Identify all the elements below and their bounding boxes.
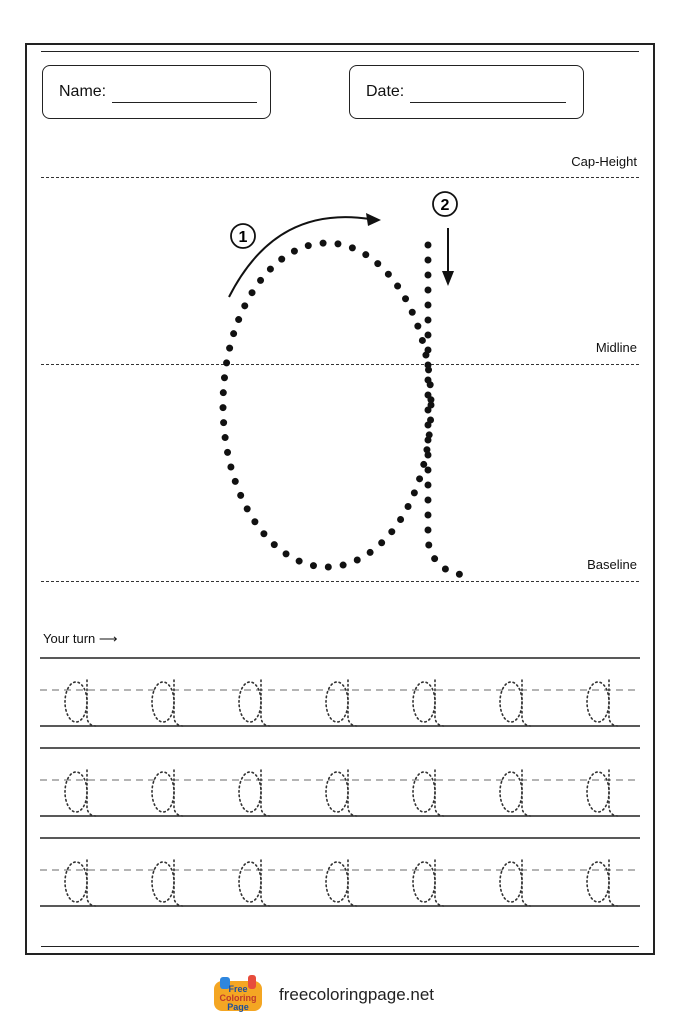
name-label: Name: [59,83,107,100]
arrow-right-icon: ⟶ [98,631,118,646]
practice-row[interactable] [40,838,640,906]
date-label: Date: [366,83,405,100]
logo-text-free: Free [228,984,248,994]
traceable-letter-a[interactable] [152,680,183,726]
traceable-letter-a[interactable] [413,680,444,726]
footer [0,975,683,1015]
step-2-number: 2 [440,197,450,214]
practice-row[interactable] [40,748,640,816]
stroke-2-arrow [442,228,454,286]
traceable-letter-a[interactable] [65,770,96,816]
your-turn-label: Your turn ⟶ [43,631,118,646]
traceable-letter-a[interactable] [239,770,270,816]
site-link[interactable]: freecoloringpage.net [279,985,435,1004]
traceable-letter-a[interactable] [587,680,618,726]
big-letter-a [223,243,468,575]
traceable-letter-a[interactable] [152,770,183,816]
traceable-letter-a[interactable] [413,860,444,906]
traceable-letter-a[interactable] [152,860,183,906]
step-2-badge [433,192,457,216]
practice-rows [40,658,640,906]
traceable-letter-a[interactable] [326,860,357,906]
traceable-letter-a[interactable] [65,860,96,906]
logo-icon [210,975,268,1015]
traceable-letter-a[interactable] [500,770,531,816]
traceable-letter-a[interactable] [326,770,357,816]
cap-height-label: Cap-Height [571,154,637,169]
traceable-letter-a[interactable] [500,860,531,906]
step-1-badge [231,224,255,248]
midline-label: Midline [595,340,637,355]
traceable-letter-a[interactable] [587,770,618,816]
traceable-letter-a[interactable] [413,770,444,816]
stroke-1-arrow [229,213,381,297]
practice-row[interactable] [40,658,640,726]
step-1-number: 1 [238,229,248,246]
traceable-letter-a[interactable] [500,680,531,726]
traceable-letter-a[interactable] [239,860,270,906]
traceable-letter-a[interactable] [65,680,96,726]
traceable-letter-a[interactable] [326,680,357,726]
logo-text-coloring: Coloring [219,993,257,1003]
traceable-letter-a[interactable] [587,860,618,906]
baseline-label: Baseline [587,557,637,572]
traceable-letter-a[interactable] [239,680,270,726]
logo-text-page: Page [227,1002,249,1012]
